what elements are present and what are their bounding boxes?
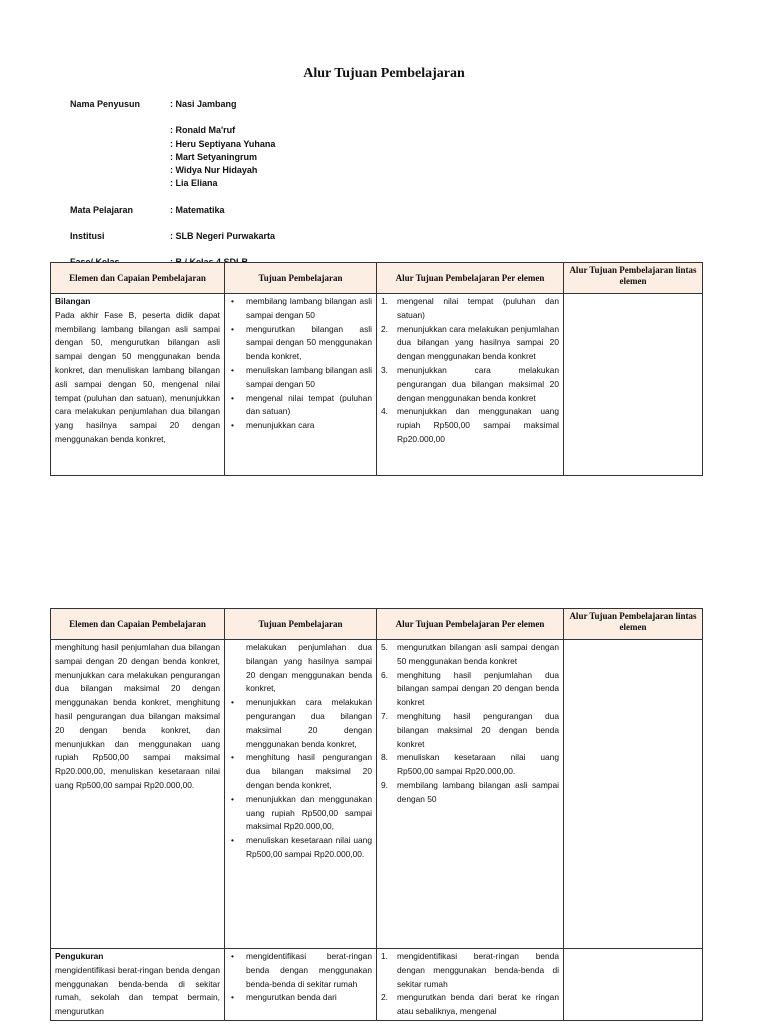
alur-item-number: 1.	[381, 296, 388, 306]
alur-item-number: 2.	[381, 992, 388, 1003]
document-title: Alur Tujuan Pembelajaran	[303, 66, 465, 81]
alur-cell	[377, 949, 564, 1021]
lintas-cell	[564, 294, 703, 476]
meta-row	[70, 204, 275, 230]
atp-table-1	[50, 262, 703, 476]
alur-item-number: 2.	[381, 323, 388, 334]
header-tujuan: Tujuan Pembelajaran	[225, 263, 377, 294]
tujuan-item: • menunjukkan dan menggunakan uang rupiah Rp500,00 sampai maksimal Rp20.000,00,	[229, 793, 372, 834]
meta-value: : Nasi Jambang	[170, 99, 237, 109]
tujuan-list	[229, 950, 372, 1005]
capaian-text: menghitung hasil penjumlahan dua bilangan sampai dengan 20 dengan benda konkret, menunjukkan cara melakukan pengurangan dua bilangan maksimal 20 dengan menggunakan benda konkret, menghitung hasil pengurangan dua bilangan maksimal 20 dengan benda konkret, dan menunjukkan dan menggunakan uang rupiah Rp500,00 sampai maksimal Rp20.000,00, menuliskan kesetaraan nilai uang Rp500,00 sampai Rp20.000,00.	[55, 642, 220, 790]
tujuan-cell	[225, 294, 377, 476]
meta-value	[170, 111, 237, 124]
meta-row	[70, 124, 275, 203]
alur-list	[381, 950, 559, 1019]
alur-item-text: menghitung hasil penjumlahan dua bilangan sampai dengan 20 dengan benda konkret	[397, 669, 559, 708]
alur-list	[381, 295, 559, 447]
alur-cell	[377, 294, 564, 476]
element-heading: Bilangan	[55, 296, 91, 306]
alur-item-number: 1.	[381, 951, 388, 961]
alur-list	[381, 641, 559, 807]
alur-item-text: menuliskan kesetaraan nilai uang Rp500,00 sampai Rp20.000,00.	[397, 752, 559, 777]
meta-value	[170, 217, 225, 230]
meta-label	[70, 124, 170, 203]
tujuan-item: • mengidentifikasi berat-ringan benda dengan menggunakan benda-benda di sekitar rumah	[229, 950, 372, 991]
meta-label: Nama Penyusun	[70, 99, 141, 109]
header-elemen: Elemen dan Capaian Pembelajaran	[51, 263, 225, 294]
alur-item-text: mengidentifikasi berat-ringan benda dengan menggunakan benda-benda di sekitar rumah	[397, 951, 559, 989]
tujuan-item: • menunjukkan cara melakukan pengurangan dua bilangan maksimal 20 dengan menggunakan benda konkret,	[229, 696, 372, 751]
alur-item-number: 8.	[381, 752, 388, 763]
alur-item-text: mengenal nilai tempat (puluhan dan satuan)	[397, 296, 559, 320]
tujuan-continued: melakukan penjumlahan dua bilangan yang hasilnya sampai 20 dengan menggunakan benda konkret,	[246, 642, 372, 694]
header-tujuan: Tujuan Pembelajaran	[225, 609, 377, 640]
meta-value	[170, 243, 275, 256]
alur-item-text: mengurutkan bilangan asli sampai dengan 50 menggunakan benda konkret	[397, 642, 559, 666]
meta-label: Mata Pelajaran	[70, 204, 134, 215]
meta-row	[70, 98, 275, 124]
meta-label: Institusi	[70, 231, 105, 242]
alur-item-text: menunjukkan dan menggunakan uang rupiah Rp500,00 sampai maksimal Rp20.000,00	[397, 406, 559, 444]
alur-item-number: 7.	[381, 710, 388, 721]
tujuan-list	[229, 696, 372, 862]
header-alur-lintas: Alur Tujuan Pembelajaran lintas elemen	[564, 609, 703, 640]
alur-item-number: 4.	[381, 406, 388, 417]
tujuan-item: • membilang lambang bilangan asli sampai dengan 50	[229, 295, 372, 323]
tujuan-cell	[225, 949, 377, 1021]
meta-row	[70, 230, 275, 256]
capaian-text: Pada akhir Fase B, peserta didik dapat membilang lambang bilangan asli sampai dengan 50, mengurutkan bilangan asli sampai dengan 50 menggunakan benda konkret, dan menuliskan lambang bilangan asli sampai dengan 50, mengenal nilai tempat (puluhan dan satuan), menunjukkan cara melakukan penjumlahan dua bilangan yang hasilnya sampai 20 dengan menggunakan benda konkret,	[55, 309, 220, 444]
capaian-cell	[51, 294, 225, 476]
alur-item	[381, 950, 559, 991]
capaian-cell	[51, 949, 225, 1021]
alur-item-text: menghitung hasil pengurangan dua bilangan maksimal 20 dengan benda konkret	[397, 710, 559, 749]
tujuan-item: • menghitung hasil pengurangan dua bilangan maksimal 20 dengan benda konkret,	[229, 751, 372, 792]
header-alur-per-elemen: Alur Tujuan Pembelajaran Per elemen	[377, 263, 564, 294]
lintas-cell	[564, 640, 703, 949]
tujuan-item: • mengurutkan bilangan asli sampai dengan 50 menggunakan benda konkret,	[229, 323, 372, 364]
meta-value: : Lia Eliana	[170, 178, 218, 189]
atp-table-2	[50, 608, 703, 1021]
alur-cell	[377, 640, 564, 949]
alur-item-text: mengurutkan benda dari berat ke ringan atau sebaliknya, mengenal	[397, 992, 559, 1017]
tujuan-item: • mengurutkan benda dari	[229, 991, 372, 1005]
alur-item	[381, 641, 559, 669]
meta-value: : SLB Negeri Purwakarta	[170, 231, 276, 242]
meta-value: : Mart Setyaningrum	[170, 151, 258, 162]
alur-item	[381, 779, 559, 807]
alur-item	[381, 364, 559, 405]
tujuan-item: • menuliskan kesetaraan nilai uang Rp500,00 sampai Rp20.000,00.	[229, 834, 372, 862]
lintas-cell	[564, 949, 703, 1021]
meta-value: : Heru Septiyana Yuhana	[170, 138, 276, 149]
alur-item	[381, 323, 559, 364]
alur-item	[381, 710, 559, 751]
alur-item-text: membilang lambang bilangan asli sampai dengan 50	[397, 779, 559, 804]
alur-item-number: 5.	[381, 642, 388, 652]
meta-value: : Widya Nur Hidayah	[170, 165, 258, 176]
capaian-cell	[51, 640, 225, 949]
meta-block	[70, 98, 275, 270]
alur-item	[381, 669, 559, 710]
alur-item	[381, 405, 559, 446]
alur-item-number: 9.	[381, 779, 388, 790]
capaian-text: mengidentifikasi berat-ringan benda dengan menggunakan benda-benda di sekitar rumah, sekolah dan tempat bermain, mengurutkan	[55, 964, 220, 1017]
tujuan-item: • menuliskan lambang bilangan asli sampai dengan 50	[229, 364, 372, 392]
meta-value	[170, 190, 275, 203]
header-elemen: Elemen dan Capaian Pembelajaran	[51, 609, 225, 640]
tujuan-item: • menunjukkan cara	[229, 419, 372, 433]
tujuan-item: • mengenal nilai tempat (puluhan dan satuan)	[229, 392, 372, 420]
alur-item	[381, 991, 559, 1019]
header-alur-per-elemen: Alur Tujuan Pembelajaran Per elemen	[377, 609, 564, 640]
alur-item-text: menunjukkan cara melakukan penjumlahan dua bilangan yang hasilnya sampai 20 dengan menggunakan benda konkret	[397, 323, 559, 362]
tujuan-cell	[225, 640, 377, 949]
alur-item-text: menunjukkan cara melakukan pengurangan dua bilangan maksimal 20 dengan menggunakan benda konkret	[397, 364, 559, 403]
header-alur-lintas: Alur Tujuan Pembelajaran lintas elemen	[564, 263, 703, 294]
alur-item-number: 3.	[381, 364, 388, 375]
meta-value: : Ronald Ma'ruf	[170, 125, 236, 136]
alur-item	[381, 295, 559, 323]
alur-item	[381, 751, 559, 779]
element-heading: Pengukuran	[55, 951, 104, 961]
tujuan-list	[229, 295, 372, 433]
alur-item-number: 6.	[381, 669, 388, 680]
meta-value: : Matematika	[170, 204, 225, 215]
